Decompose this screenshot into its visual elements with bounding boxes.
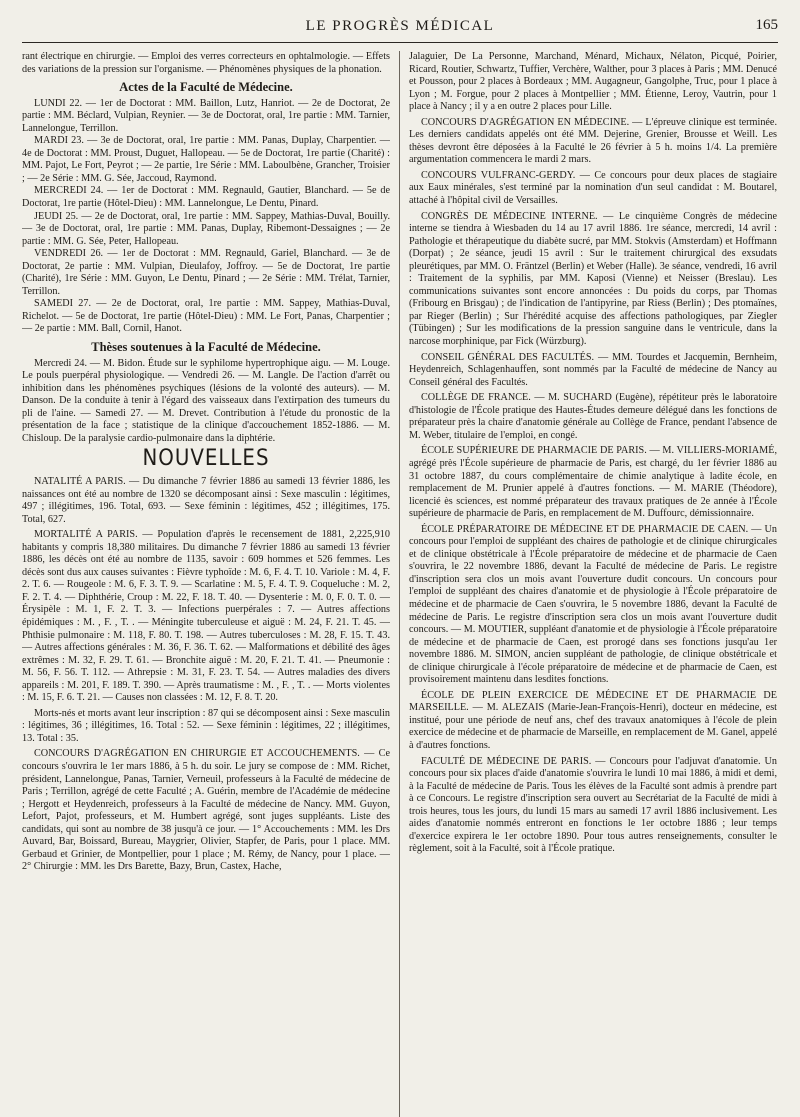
vulfranc-gerdy-paragraph: CONCOURS VULFRANC-GERDY. — Ce concours pour deux places de stagiaire aux Eaux minérales, s'est terminé par la nomination d'un seul candidat : M. Boutarel, attaché à l'hôpital civil de Versailles. (409, 169, 777, 207)
nouvelles-heading-text: NOUVELLES (142, 446, 270, 472)
actes-jeudi: JEUDI 25. — 2e de Doctorat, oral, 1re partie : MM. Sappey, Mathias-Duval, Bouilly. — 3e de Doctorat, oral, 1re partie : MM. Panas, Duplay, Ribemont-Dessaignes ; — 2e partie : MM. G. Sée, Peter, Hallopeau. (22, 210, 390, 247)
journal-title: LE PROGRÈS MÉDICAL (305, 18, 495, 34)
mortalite-paragraph: MORTALITÉ A PARIS. — Population d'après le recensement de 1881, 2,225,910 habitants y compris 18,380 militaires. Du dimanche 7 février 1886 au samedi 13 février 1886, les décès ont été au nombre de 1135, savoir : 609 hommes et 526 femmes. Les décès sont dus aux causes suivantes : Fièvre typhoïde : M. 6, F. 4. T. 10. Variole : M. 4, F. 2. T. 6. — Rougeole : M. 6, F. 3. T. 9. — Scarlatine : M. 5, F. 4. T. 9. Coqueluche : M. 2, F. 2. T. 4. — Diphthérie, Croup : M. 22, F. 18. T. 40. — Dysenterie : M. 0, F. 0. T. 0. — Érysipèle : M. 1, F. 2. T. 3. — Infections puerpérales : 7. — Autres affections épidémiques : M. , F. , T. . — Méningite tuberculeuse et aiguë : M. 24, F. 21. T. 45. — Phthisie pulmonaire : M. 118, F. 80. T. 198. — Autres tuberculoses : M. 28, F. 15. T. 43. — Autres affections générales : M. 36, F. 36. T. 62. — Malformations et débilité des âges extrêmes : M. 32, F. 29. T. 61. — Bronchite aiguë : M. 20, F. 21. T. 41. — Pneumonie : M. 56, F. 56. T. 112. — Athrepsie : M. 31, F. 23. T. 54. — Autres maladies des divers appareils : M. 201, F. 189. T. 390. — Après traumatisme : M. , F. , T. . — Morts violentes : M. 15, F. 6. T. 21. — Causes non classées : M. 12, F. 8. T. 20. (22, 529, 390, 704)
morts-nes-paragraph: Morts-nés et morts avant leur inscription : 87 qui se décomposent ainsi : Sexe masculin : légitimes, 36 ; illégitimes, 16. Total : 52. — Sexe féminin : légitimes, 22 ; illégitimes, 13. Total : 35. (22, 707, 390, 744)
candidates-continuation: Jalaguier, De La Personne, Marchand, Ménard, Michaux, Nélaton, Picqué, Poirier, Ricard, Routier, Schwartz, Tuffier, Verchère, Walther, pour 3 places à Paris ; MM. Denucé et Pousson, pour 2 places à Bordeaux ; MM. Augagneur, Gangolphe, Truc, pour 1 place à Lyon ; M. Forgue, pour 2 places à Montpellier ; MM. Étienne, Leroy, Vautrin, pour 1 place à Nancy ; il y a en outre 2 places pour Lille. (409, 51, 777, 113)
intro-paragraph: rant électrique en chirurgie. — Emploi des verres correcteurs en ophtalmologie. — Effets des variations de la pression sur l'organisme. — Phénomènes physiques de la phonation. (22, 51, 390, 75)
agregation-medecine-paragraph: CONCOURS D'AGRÉGATION EN MÉDECINE. — L'épreuve clinique est terminée. Les derniers candidats appelés ont été MM. Dejerine, Grenier, Brousse et Weill. Les thèses devront être déposées à la Faculté le 26 février à 5 h. moins 1/4. La première argumentation commencera le mardi 2 mars. (409, 116, 777, 166)
faculte-paris-paragraph: FACULTÉ DE MÉDECINE DE PARIS. — Concours pour l'adjuvat d'anatomie. Un concours pour six places d'aide d'anatomie s'ouvrira le lundi 10 mai 1886, à midi et demi, à la Faculté de médecine de Paris. Tous les élèves de la Faculté sont admis à prendre part à ce Concours. Le registre d'inscription sera ouvert au Secrétariat de la Faculté de midi à trois heures, tous les jours, du lundi 15 mars au samedi 17 avril 1886 inclusivement. Les aides d'anatomie nommés entreront en fonctions le 1er octobre 1886 ; leur temps d'exercice expirera le 1er octobre 1890. Pour tous autres renseignements, consulter le règlement, soit à la Faculté, soit à l'École pratique. (409, 755, 777, 855)
congres-medecine-paragraph: CONGRÈS DE MÉDECINE INTERNE. — Le cinquième Congrès de médecine interne se tiendra à Wiesbaden du 14 au 17 avril 1886. 1re séance, mercredi, 14 avril : Pathologie et thérapeutique du diabète sucré, par MM. Stokvis (Amsterdam) et Hoffmann (Dorpat) ; 2e séance, jeudi 15 avril : Sur le traitement chirurgical des exsudats pleurétiques, par MM. O. Fräntzel (Berlin) et Weber (Halle). 3e séance, vendredi, 16 avril : Traitement de la syphilis, par MM. Kaposi (Vienne) et Neisser (Breslau). Les communications suivantes sont encore annoncées : Du poids du corps, par Thomas (Fribourg en Brisgau) ; de l'indication de l'antipyrine, par Riess (Berlin) ; Des ptomaïnes, par Rieger (Berlin) ; Sur l'hérédité acquise des affections pathologiques, par Ziegler (Tübingen) ; Sur les modifications de la pression sanguine dans le ventricule, dans la narcose morphinique, par Fick (Würzburg). (409, 210, 777, 348)
actes-mercredi: MERCREDI 24. — 1er de Doctorat : MM. Regnauld, Gautier, Blanchard. — 5e de Doctorat, 1re partie (Hôtel-Dieu) : MM. Lannelongue, Le Dentu, Pinard. (22, 185, 390, 210)
concours-chirurgie-paragraph: CONCOURS D'AGRÉGATION EN CHIRURGIE ET ACCOUCHEMENTS. — Ce concours s'ouvrira le 1er mars 1886, à 5 h. du soir. Le jury se compose de : MM. Richet, président, Lannelongue, Panas, Tarnier, Verneuil, professeurs à la Faculté de médecine de Paris ; Terrillon, agrégé de cette Faculté ; A. Guérin, membre de l'Académie de médecine ; Hergott et Heydenreich, professeurs à la Faculté de médecine de Nancy. MM. Guyon, Lefort, Pajot, professeurs, et M. Humbert agrégé, sont juges suppléants. Liste des candidats, qui sont au nombre de 38 jusqu'à ce jour. — 1° Accouchements : MM. les Drs Auvard, Bar, Boissard, Bureau, Maygrier, Olivier, Stapfer, de Paris, pour 1 place. MM. Gerbaud et Grinier, de Montpellier, pour 1 place ; M. Rémy, de Nancy, pour 1 place. — 2° Chirurgie : MM. les Drs Barette, Bazy, Brun, Castex, Hache, (22, 748, 390, 873)
conseil-facultes-paragraph: CONSEIL GÉNÉRAL DES FACULTÉS. — MM. Tourdes et Jacquemin, Bernheim, Heydenreich, Schlagenhauffen, sont nommés par la Faculté de médecine de Nancy au Conseil général des Facultés. (409, 351, 777, 388)
actes-vendredi: VENDREDI 26. — 1er de Doctorat : MM. Regnauld, Gariel, Blanchard. — 3e de Doctorat, 2e partie : MM. Vulpian, Dieulafoy, Joffroy. — 5e de Doctorat, 1re partie (Charité), 1re Série : MM. Guyon, Le Dentu, Pinard ; — 2e Série : MM. Trélat, Tarnier, Terrillon. (22, 248, 390, 297)
actes-lundi: LUNDI 22. — 1er de Doctorat : MM. Baillon, Lutz, Hanriot. — 2e de Doctorat, 2e partie : MM. Béclard, Vulpian, Reynier. — 3e de Doctorat, oral, 1re partie : MM. Tarnier, Lannelongue, Terrillon. (22, 97, 390, 134)
ecole-marseille-paragraph: ÉCOLE DE PLEIN EXERCICE DE MÉDECINE ET DE PHARMACIE DE MARSEILLE. — M. ALEZAIS (Marie-Jean-François-Henri), docteur en médecine, est institué, pour une période de neuf ans, chef des travaux anatomiques à l'école de plein exercice de médecine et de pharmacie de Marseille, en remplacement de M. Ganel, appelé à d'autres fonctions. (409, 689, 777, 751)
ecole-caen-paragraph: ÉCOLE PRÉPARATOIRE DE MÉDECINE ET DE PHARMACIE DE CAEN. — Un concours pour l'emploi de suppléant des chaires de pathologie et de clinique chirurgicales et de clinique obstétricale à l'École préparatoire de médecine et de pharmacie de Caen s'ouvrira, le 22 novembre 1886, devant la Faculté de médecine de Paris. Le registre d'inscription sera clos un mois avant l'ouverture dudit concours. Un concours pour l'emploi de suppléant des chaires d'anatomie et de physiologie à l'École préparatoire de médecine et de pharmacie de Caen s'ouvrira, le 5 novembre 1886, devant la Faculté de médecine de Paris. Le registre d'inscription sera clos un mois avant l'ouverture dudit concours. — M. MOUTIER, suppléant d'anatomie et de physiologie à l'École préparatoire de médecine et de pharmacie de Caen, est prorogé dans ses fonctions jusqu'au 1er novembre 1886. M. SIMON, ancien suppléant de pathologie, de clinique obstétricale et de clinique chirurgicale à l'école préparatoire de médecine et de pharmacie de Caen, est provisoirement maintenu dans lesdites fonctions. (409, 523, 777, 686)
page-header (22, 16, 778, 43)
college-france-paragraph: COLLÈGE DE FRANCE. — M. SUCHARD (Eugène), répétiteur près le laboratoire d'histologie de l'École pratique des Hautes-Études demeure délégué dans les fonctions de préparateur près la chaire d'anatomie générale au Collège de France, pendant l'absence de M. Weber, titulaire de l'emploi, en congé. (409, 392, 777, 441)
ecole-pharmacie-paris-paragraph: ÉCOLE SUPÉRIEURE DE PHARMACIE DE PARIS. — M. VILLIERS-MORIAMÉ, agrégé près l'École supérieure de pharmacie de Paris, est chargé, du 1er février 1886 au 31 octobre 1887, du cours complémentaire de chimie analytique à ladite école, en remplacement de M. Prunier appelé à d'autres fonctions. — M. MARIE (Théodore), licencié ès sciences, est nommé préparateur des travaux pratiques de 2e année à l'École supérieure de pharmacie de Paris, en remplacement de M. Duffourc, démissionnaire. (409, 445, 777, 520)
text-columns (22, 51, 778, 1117)
nouvelles-heading (22, 446, 390, 472)
actes-heading: Actes de la Faculté de Médecine. (119, 80, 293, 95)
page-number: 165 (755, 17, 778, 33)
right-column (399, 51, 777, 1117)
left-column (22, 51, 399, 1117)
theses-heading: Thèses soutenues à la Faculté de Médecine. (91, 340, 321, 355)
natalite-paragraph: NATALITÉ A PARIS. — Du dimanche 7 février 1886 au samedi 13 février 1886, les naissances ont été au nombre de 1320 se décomposant ainsi : Sexe masculin : légitimes, 497 ; illégitimes, 196. Total, 693. — Sexe féminin : légitimes, 452 ; illégitimes, 175. Total, 627. (22, 475, 390, 525)
theses-paragraph: Mercredi 24. — M. Bidon. Étude sur le syphilome hypertrophique aigu. — M. Louge. Le pouls puerpéral physiologique. — Vendredi 26. — M. Langle. De l'action d'arrêt ou inhibition dans les phénomènes psychiques (lésions de la volonté des auteurs). — M. Danson. De la conduite à tenir à l'égard des vaisseaux dans l'extirpation des tumeurs du pli de l'aine. — Samedi 27. — M. Drevet. Contribution à l'étude du pronostic de la présentation de la face ; statistique de la clinique d'accouchement 1852-1886. — M. Chisloup. De la paralysie cardio-pulmonaire dans la diphtérie. (22, 357, 390, 444)
actes-samedi: SAMEDI 27. — 2e de Doctorat, oral, 1re partie : MM. Sappey, Mathias-Duval, Richelot. — 5e de Doctorat, 1re partie (Hôtel-Dieu) : MM. Le Fort, Panas, Charpentier ; — 2e partie : MM. Ball, Cornil, Hanot. (22, 298, 390, 335)
actes-mardi: MARDI 23. — 3e de Doctorat, oral, 1re partie : MM. Panas, Duplay, Charpentier. — 4e de Doctorat : MM. Proust, Duguet, Hallopeau. — 5e de Doctorat, 1re partie (Charité) : MM. Pajot, Le Fort, Peyrot ; — 2e partie, 1re Série : MM. Laboulbène, Grancher, Troisier ; — 2e Série : MM. G. Sée, Jaccoud, Raymond. (22, 135, 390, 184)
